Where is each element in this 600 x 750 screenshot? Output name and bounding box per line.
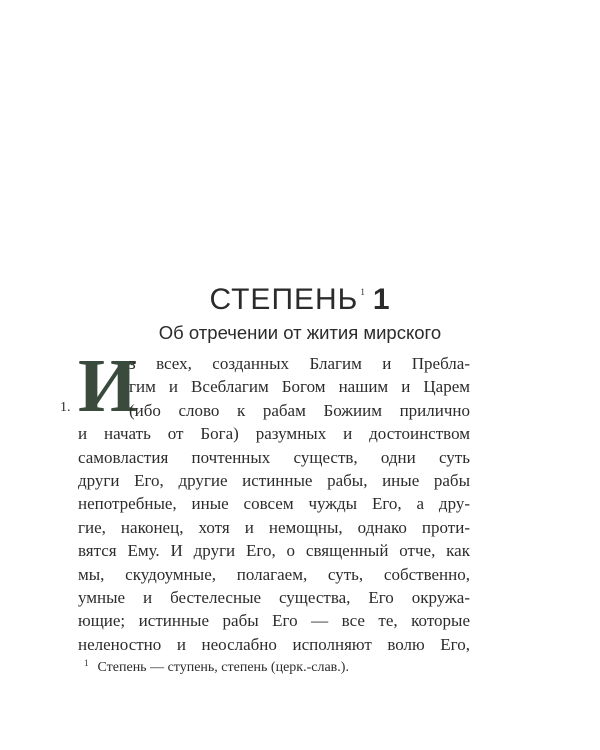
text-line: самовластия почтенных существ, одни суть — [78, 447, 470, 467]
drop-cap: И — [78, 344, 138, 428]
text-line: гие, наконец, хотя и немощны, однако проти- — [78, 517, 470, 537]
heading-footnote-mark[interactable]: 1 — [360, 287, 365, 297]
text-line: ющие; истинные рабы Его — все те, которые — [78, 611, 470, 631]
chapter-number: 1 — [372, 283, 391, 316]
footnote — [84, 660, 349, 676]
text-line: непотребные, иные совсем чужды Его, а дру- — [78, 494, 470, 514]
margin-paragraph-number: 1. — [60, 400, 71, 415]
text-line: умные и бестелесные существа, Его окружа- — [78, 587, 470, 607]
chapter-heading — [0, 283, 600, 317]
chapter-subtitle: Об отречении от жития мирского — [158, 322, 442, 343]
text-line: мы, скудоумные, полагаем, суть, собственно, — [78, 564, 470, 584]
text-line: з всех, созданных Благим и Пребла- — [129, 354, 470, 373]
chapter-heading-word: СТЕПЕНЬ — [209, 283, 359, 316]
body-text — [78, 344, 470, 656]
text-line: (ибо слово к рабам Божиим прилично — [129, 400, 470, 420]
text-line: неленостно и неослабно исполняют волю Его, — [78, 634, 470, 654]
text-line: други Его, другие истинные рабы, иные рабы — [78, 470, 470, 490]
text-line: и начать от Бога) разумных и достоинством — [78, 424, 470, 444]
text-line: гим и Всеблагим Богом нашим и Царем — [129, 377, 470, 397]
text-line: вятся Ему. И други Его, о священный отче, как — [78, 541, 470, 561]
footnote-text: Степень — ступень, степень (церк.-слав.). — [97, 660, 349, 675]
footnote-mark: 1 — [84, 658, 89, 668]
